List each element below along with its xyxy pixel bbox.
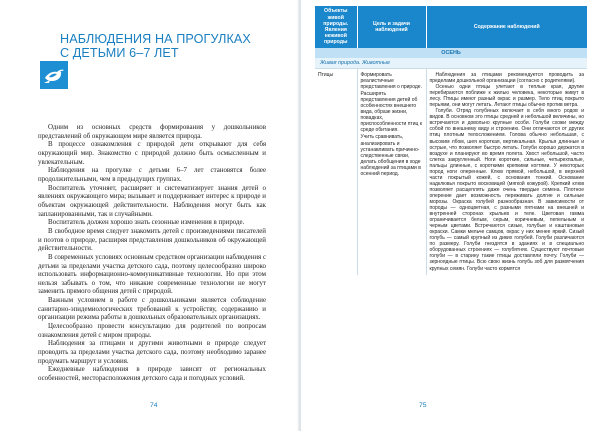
right-page: [301, 0, 600, 431]
left-page: [0, 0, 299, 431]
paragraph: В современных условиях основным средством организации наблюдения с детьми за пределами участка детского сада, поэтому целесообразно широко использовать информационно-коммуникативные технологии. Но при этом нельзя забывать о том, что никакие современные технологии не могут заменить прямого общения детей с природой.: [38, 253, 266, 296]
observation-table: [315, 6, 587, 275]
paragraph: В свободное время следует знакомить детей с произведениями писателей и поэтов о природе, расширяя представления дошкольников об окружающей действительности.: [38, 227, 266, 253]
content-paragraph: Осенью одни птицы улетают в теплые края, другие перебираются поближе к жилью человека, некоторые живут в лесу. Птицы имеют разный окрас и размер. Тело птиц покрыто перьями, они могут летать. Летают птицы обычно против ветра.: [429, 84, 584, 109]
header-content: Содержание наблюдений: [426, 6, 587, 48]
bird-icon: [40, 61, 68, 89]
table-row: [315, 69, 587, 275]
paragraph: Воспитатель должен хорошо знать сезонные изменения в природе.: [48, 219, 245, 227]
season-row: [315, 48, 587, 58]
page-title-line-2: С ДЕТЬМИ 6–7 ЛЕТ: [60, 46, 179, 60]
section-badge: [40, 61, 68, 89]
paragraph: Наблюдения на прогулке с детьми 6–7 лет становятся более продолжительными, чем в предыдущих группах.: [38, 167, 266, 183]
body-text: [38, 124, 266, 384]
paragraph: Воспитатель уточняет, расширяет и систематизирует знания детей о явлениях окружающего мира; вызывает и поддерживает интерес к природе и объектам окружающей действительности. Наблюдения могут быть как запланированными, так и случайными.: [38, 184, 266, 218]
page-number-left: 74: [150, 402, 158, 409]
content-cell: [426, 69, 587, 275]
paragraph: Одним из основных средств формирования у дошкольников представлений об окружающем мире является природа.: [38, 124, 266, 140]
page-title-line-1: НАБЛЮДЕНИЯ НА ПРОГУЛКАХ: [60, 32, 251, 46]
table-header-row: [315, 6, 587, 48]
page-number-right: 75: [419, 402, 427, 409]
object-cell: Птицы: [315, 69, 357, 275]
paragraph: Ежедневные наблюдения в природе зависят от региональных особенностей, месторасположения детского сада и погодных условий.: [38, 366, 266, 383]
goals-cell: [357, 69, 426, 275]
paragraph: В процессе ознакомления с природой дети открывают для себя окружающий мир. Знакомство с природой должно быть осмысленным и увлекательным.: [38, 141, 266, 166]
goal-text: Формировать реалистичные представления о природе.: [360, 72, 422, 91]
section-row: [315, 58, 587, 69]
content-paragraph: Наблюдения за птицами рекомендуется проводить за пределами дошкольной организации (согласно с родителями).: [429, 72, 584, 85]
page-title: [60, 32, 260, 60]
season-label: ОСЕНЬ: [315, 48, 587, 58]
goal-text: Расширять представления детей об особенностях внешнего вида, образе жизни, повадках, приспособленности птиц к среде обитания.: [360, 91, 422, 134]
header-goals: Цель и задачи наблюдений: [357, 6, 426, 48]
paragraph: Целесообразно провести консультацию для родителей по вопросам ознакомления детей с миром природы.: [38, 323, 266, 339]
paragraph: Важным условием в работе с дошкольниками является соблюдение санитарно-эпидемиологических требований к устройству, содержанию и организации режима работы в дошкольных образовательных организациях.: [38, 297, 266, 322]
section-label: Живая природа. Животные: [315, 58, 587, 69]
content-paragraph: Голуби. Отряд голубиных включает в себя много родов и видов. В основном это птицы средней и небольшой величины, но встречаются и довольно крупные особи. Голуби схожи между собой по внешнему виду и строению. Они отличаются от других птиц плотным телосложением. Голова обычно небольшая, с высоким лбом, шея короткая, вертикальная. Крылья длинные и острые, что позволяет быстро летать. Голуби хорошо держатся в воздухе и планируют во время полета. Хвост небольшой, часто слегка закругленный. Ноги короткие, сильные, четырехпалые, пальцы длинные, с короткими крепкими когтями. У некоторых пород ноги оперенные. Клюв прямой, небольшой, в верхней части покрытый кожей, с основания тонкий. Основание надклювья покрыто восковицей (мягкой кожурой). Крепкий клюв позволяет расщеплять даже очень твердые семена. Плотное оперение дает возможность переживать долгие и сильные морозы. Окраска голубей разнообразная. В зависимости от породы — одноцветная, с разными пятнами на внешней и внутренней сторонах крыльев и теле. Цветовая гамма ограничивается белым, серым, коричневым, пепельным и черным цветами. Встречаются сизые, голубые и каштановые окраски. Самки мельче самцов, окрас у них менее яркий. Сизый голубь — самый крупный из диких голубей. Голуби различаются по размеру. Голуби гнездятся в зданиях и в специально оборудованных строениях — голубятнях. Существуют почтовые голуби — в старину такие птицы доставляли почту. Голуби — зерноядные птицы. Всю свою жизнь голубь зоб для размягчения крупных семян. Голуби часто кормятся: [429, 108, 584, 272]
goal-text: Учить сравнивать, анализировать и устанавливать причинно-следственные связи, делать обобщения в ходе наблюдений за птицами в осенний период.: [360, 134, 421, 177]
paragraph: Наблюдения за птицами и другими животными в природе следует проводить за пределами участка детского сада, поэтому необходимо заранее продумать маршрут и условия.: [38, 340, 266, 365]
header-objects: Объекты живой природы. Явления неживой природы: [315, 6, 357, 48]
